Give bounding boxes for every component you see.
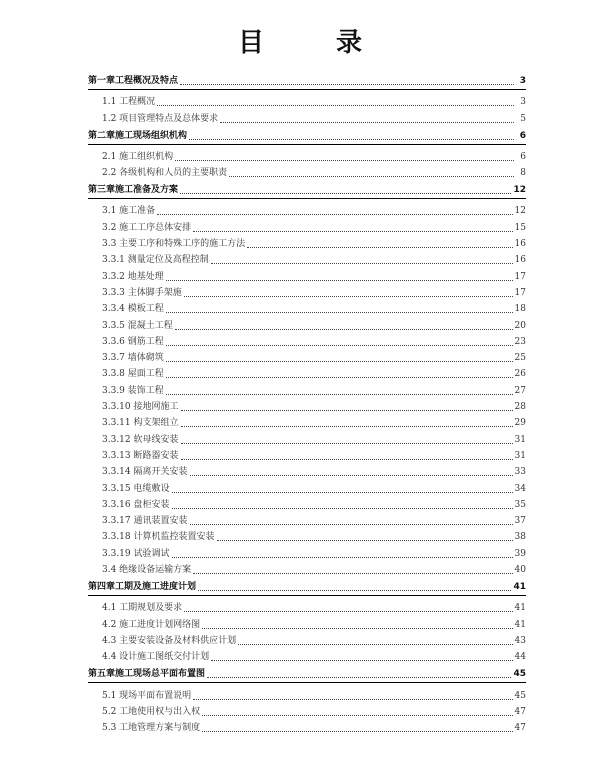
toc-dot-leader [202, 730, 512, 732]
toc-dot-leader [220, 121, 514, 123]
toc-entry-label: 第二章施工现场组织机构 [88, 130, 188, 141]
toc-chapter-entry[interactable] [88, 663, 526, 683]
toc-entry-label: 第五章施工现场总平面布置图 [88, 669, 206, 680]
toc-section-entry[interactable] [88, 647, 526, 663]
toc-chapter-entry[interactable] [88, 179, 526, 199]
toc-section-entry[interactable] [88, 598, 526, 614]
toc-section-entry[interactable] [88, 163, 526, 179]
toc-dot-leader [202, 627, 512, 629]
toc-dot-leader [166, 360, 513, 362]
toc-page-number: 41 [513, 582, 526, 593]
toc-chapter-entry[interactable] [88, 125, 526, 145]
toc-entry-label: 2.2 各级机构和人员的主要职责 [102, 168, 228, 179]
toc-entry-label: 3.3.4 模板工程 [102, 304, 164, 315]
toc-dot-leader [198, 589, 511, 591]
toc-dot-leader [157, 104, 514, 106]
toc-chapter-entry[interactable] [88, 576, 526, 596]
toc-page-number: 6 [519, 130, 526, 141]
toc-entry-label: 2.1 施工组织机构 [102, 151, 174, 162]
toc-page-number: 43 [514, 635, 526, 646]
toc-dot-leader [166, 311, 513, 313]
toc-dot-leader [166, 376, 513, 378]
toc-page-number: 45 [513, 669, 526, 680]
toc-entry-label: 3.3.14 隔离开关安装 [102, 467, 188, 478]
toc-dot-leader [184, 610, 512, 612]
toc-page-number: 41 [514, 619, 526, 630]
toc-entry-label: 3.3.9 装饰工程 [102, 385, 164, 396]
toc-page-number: 18 [514, 304, 526, 315]
toc-page-number: 34 [514, 483, 526, 494]
toc-entry-label: 3.3.1 测量定位及高程控制 [102, 255, 209, 266]
toc-dot-leader [180, 83, 514, 85]
toc-page-number: 47 [514, 723, 526, 734]
toc-entry-label: 3.3.10 接地网施工 [102, 402, 179, 413]
toc-entry-label: 3.3.12 软母线安装 [102, 434, 179, 445]
toc-dot-leader [181, 442, 513, 444]
toc-entry-label: 3.3.15 电缆敷设 [102, 483, 170, 494]
toc-entry-label: 1.2 项目管理特点及总体要求 [102, 113, 219, 124]
toc-dot-leader [211, 659, 512, 661]
toc-entry-label: 5.1 现场平面布置说明 [102, 690, 192, 701]
toc-page-number: 38 [514, 532, 526, 543]
toc-page-number: 44 [514, 652, 526, 663]
toc-entry-label: 3.1 施工准备 [102, 206, 156, 217]
toc-section-entry[interactable] [88, 332, 526, 348]
toc-chapter-entry[interactable] [88, 70, 526, 90]
toc-section-entry[interactable] [88, 462, 526, 478]
toc-page-number: 23 [514, 336, 526, 347]
toc-section-entry[interactable] [88, 234, 526, 250]
toc-section-entry[interactable] [88, 283, 526, 299]
toc-dot-leader [181, 409, 513, 411]
toc-dot-leader [172, 556, 513, 558]
toc-section-entry[interactable] [88, 478, 526, 494]
toc-entry-label: 4.4 设计施工图纸交付计划 [102, 652, 210, 663]
toc-page-number: 3 [520, 97, 526, 108]
toc-entry-label: 3.3.2 地基处理 [102, 271, 164, 282]
toc-section-entry[interactable] [88, 614, 526, 630]
toc-entry-label: 3.2 施工工序总体安排 [102, 222, 192, 233]
toc-dot-leader [202, 714, 512, 716]
toc-page-number: 12 [513, 185, 526, 196]
toc-section-entry[interactable] [88, 250, 526, 266]
toc-section-entry[interactable] [88, 380, 526, 396]
toc-entry-label: 3.3.17 通讯装置安装 [102, 516, 188, 527]
toc-entry-label: 第三章施工准备及方案 [88, 185, 179, 196]
toc-page-number: 35 [514, 499, 526, 510]
toc-page-number: 17 [514, 287, 526, 298]
toc-dot-leader [157, 213, 512, 215]
toc-page-number: 33 [514, 467, 526, 478]
toc-entry-label: 3.3.7 墙体砌筑 [102, 353, 164, 364]
toc-page-number: 17 [514, 271, 526, 282]
toc-entry-label: 3.3.19 试验调试 [102, 548, 170, 559]
toc-dot-leader [175, 159, 514, 161]
toc-section-entry[interactable] [88, 266, 526, 282]
toc-dot-leader [172, 491, 513, 493]
toc-entry-label: 3.3.5 混凝土工程 [102, 320, 173, 331]
toc-page-number: 31 [514, 450, 526, 461]
toc-dot-leader [189, 138, 514, 140]
toc-dot-leader [175, 328, 513, 330]
toc-section-entry[interactable] [88, 527, 526, 543]
toc-dot-leader [229, 175, 514, 177]
toc-dot-leader [184, 295, 513, 297]
toc-entry-label: 3.3.11 构支架组立 [102, 418, 179, 429]
toc-page-number: 20 [514, 320, 526, 331]
toc-page-number: 37 [514, 516, 526, 527]
toc-section-entry[interactable] [88, 147, 526, 163]
toc-entry-label: 5.2 工地使用权与出入权 [102, 706, 201, 717]
toc-entry-label: 1.1 工程概况 [102, 97, 156, 108]
toc-page-number: 31 [514, 434, 526, 445]
toc-dot-leader [172, 507, 513, 509]
toc-section-entry[interactable] [88, 495, 526, 511]
toc-section-entry[interactable] [88, 315, 526, 331]
toc-section-entry[interactable] [88, 685, 526, 701]
toc-entry-label: 5.3 工地管理方案与制度 [102, 723, 201, 734]
toc-dot-leader [190, 523, 513, 525]
toc-page-number: 12 [514, 206, 526, 217]
toc-page-number: 47 [514, 706, 526, 717]
toc-page-number: 29 [514, 418, 526, 429]
toc-entry-label: 3.3.6 钢筋工程 [102, 336, 164, 347]
toc-page-number: 45 [514, 690, 526, 701]
toc-section-entry[interactable] [88, 631, 526, 647]
toc-dot-leader [180, 192, 511, 194]
toc-page-number: 26 [514, 369, 526, 380]
toc-section-entry[interactable] [88, 397, 526, 413]
toc-entry-label: 3.3.8 屋面工程 [102, 369, 164, 380]
toc-dot-leader [217, 539, 513, 541]
toc-section-entry[interactable] [88, 299, 526, 315]
title-char-1: 目 [238, 28, 265, 58]
toc-dot-leader [166, 393, 513, 395]
toc-entry-label: 4.1 工期规划及要求 [102, 603, 183, 614]
toc-section-entry[interactable] [88, 511, 526, 527]
toc-section-entry[interactable] [88, 429, 526, 445]
toc-page-number: 16 [514, 255, 526, 266]
toc-dot-leader [190, 474, 513, 476]
toc-page-number: 8 [520, 168, 526, 179]
toc-entry-label: 3.3.3 主体脚手架施 [102, 287, 182, 298]
toc-entry-label: 4.2 施工进度计划网络图 [102, 619, 201, 630]
toc-section-entry[interactable] [88, 702, 526, 718]
toc-entry-label: 第四章工期及施工进度计划 [88, 582, 197, 593]
toc-section-entry[interactable] [88, 364, 526, 380]
toc-page-number: 41 [514, 603, 526, 614]
toc-dot-leader [247, 246, 512, 248]
toc-section-entry[interactable] [88, 92, 526, 108]
toc-entry-label: 3.3.16 盘柜安装 [102, 499, 170, 510]
toc-entry-label: 3.4 绝缘设备运输方案 [102, 565, 192, 576]
toc-page-number: 15 [514, 222, 526, 233]
toc-dot-leader [193, 230, 512, 232]
toc-page-number: 27 [514, 385, 526, 396]
toc-section-entry[interactable] [88, 201, 526, 217]
table-of-contents [88, 70, 526, 734]
toc-dot-leader [193, 698, 512, 700]
toc-dot-leader [211, 262, 513, 264]
toc-page-number: 28 [514, 402, 526, 413]
toc-page-number: 6 [520, 151, 526, 162]
toc-section-entry[interactable] [88, 108, 526, 124]
toc-page-number: 25 [514, 353, 526, 364]
toc-page-number: 39 [514, 548, 526, 559]
toc-page-number: 16 [514, 239, 526, 250]
toc-section-entry[interactable] [88, 413, 526, 429]
toc-dot-leader [238, 643, 512, 645]
toc-dot-leader [181, 458, 513, 460]
toc-section-entry[interactable] [88, 217, 526, 233]
toc-page-number: 5 [520, 113, 526, 124]
toc-section-entry[interactable] [88, 348, 526, 364]
toc-page-number: 3 [519, 76, 526, 86]
toc-entry-label: 3.3 主要工序和特殊工序的施工方法 [102, 239, 246, 250]
toc-entry-label: 4.3 主要安装设备及材料供应计划 [102, 635, 237, 646]
toc-dot-leader [166, 279, 513, 281]
title-char-2: 录 [336, 28, 363, 58]
toc-entry-label: 3.3.13 断路器安装 [102, 450, 179, 461]
toc-section-entry[interactable] [88, 560, 526, 576]
toc-dot-leader [181, 425, 513, 427]
toc-dot-leader [193, 572, 512, 574]
toc-page-number: 40 [514, 565, 526, 576]
toc-entry-label: 第一章工程概况及特点 [88, 76, 179, 86]
toc-section-entry[interactable] [88, 718, 526, 734]
toc-entry-label: 3.3.18 计算机监控装置安装 [102, 532, 215, 543]
toc-dot-leader [207, 676, 511, 678]
toc-dot-leader [166, 344, 513, 346]
toc-section-entry[interactable] [88, 543, 526, 559]
toc-section-entry[interactable] [88, 446, 526, 462]
page-title [0, 22, 600, 62]
